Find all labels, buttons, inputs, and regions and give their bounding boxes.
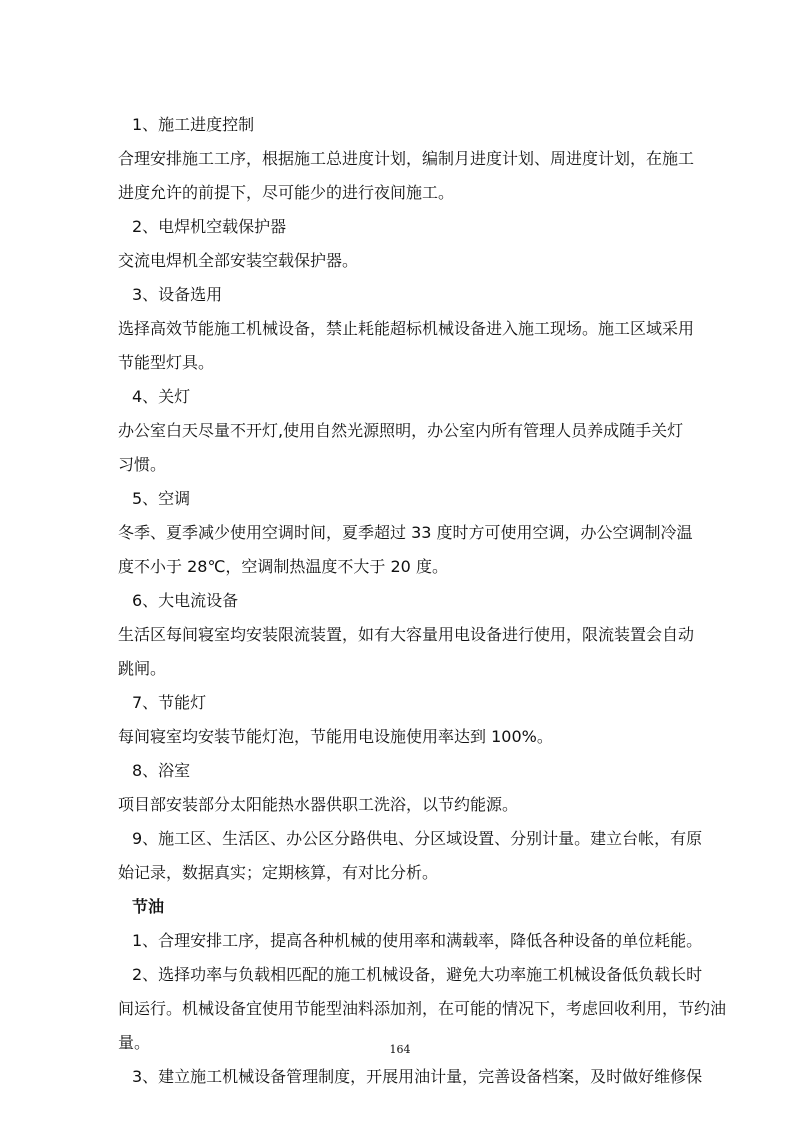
item-7-heading: 7、节能灯	[132, 693, 207, 712]
item-2-text: 交流电焊机全部安装空载保护器。	[118, 251, 359, 270]
document-body	[118, 108, 727, 1094]
fuel-item-2-line-3: 量。	[118, 1033, 151, 1052]
page-number: 164	[389, 1043, 411, 1056]
item-5-text-line-2: 度不小于 28℃，空调制热温度不大于 20 度。	[118, 557, 448, 576]
item-1-text-line-1: 合理安排施工工序，根据施工总进度计划，编制月进度计划、周进度计划，在施工	[118, 149, 695, 168]
item-8-heading: 8、浴室	[132, 761, 191, 780]
item-4-heading: 4、关灯	[132, 387, 191, 406]
section-heading-fuel-saving: 节油	[132, 897, 165, 916]
item-5-text-line-1: 冬季、夏季减少使用空调时间，夏季超过 33 度时方可使用空调，办公空调制冷温	[118, 523, 693, 542]
item-4-text-line-2: 习惯。	[118, 455, 167, 474]
item-9-text-line-2: 始记录，数据真实；定期核算，有对比分析。	[118, 863, 439, 882]
fuel-item-2-line-2: 间运行。机械设备宜使用节能型油料添加剂，在可能的情况下，考虑回收利用，节约油	[118, 999, 727, 1018]
item-8-text: 项目部安装部分太阳能热水器供职工洗浴，以节约能源。	[118, 795, 519, 814]
item-4-text-line-1: 办公室白天尽量不开灯,使用自然光源照明，办公室内所有管理人员养成随手关灯	[118, 421, 684, 440]
item-7-text: 每间寝室均安装节能灯泡，节能用电设施使用率达到 100%。	[118, 727, 553, 746]
item-6-heading: 6、大电流设备	[132, 591, 239, 610]
fuel-item-2-line-1: 2、选择功率与负载相匹配的施工机械设备，避免大功率施工机械设备低负载长时	[132, 965, 703, 984]
item-1-heading: 1、施工进度控制	[132, 115, 255, 134]
item-6-text-line-2: 跳闸。	[118, 659, 167, 678]
item-5-heading: 5、空调	[132, 489, 191, 508]
item-3-text-line-1: 选择高效节能施工机械设备，禁止耗能超标机械设备进入施工现场。施工区域采用	[118, 319, 695, 338]
item-2-heading: 2、电焊机空载保护器	[132, 217, 287, 236]
fuel-item-1: 1、合理安排工序，提高各种机械的使用率和满载率，降低各种设备的单位耗能。	[132, 931, 703, 950]
item-6-text-line-1: 生活区每间寝室均安装限流装置，如有大容量用电设备进行使用，限流装置会自动	[118, 625, 695, 644]
item-9-text-line-1: 9、施工区、生活区、办公区分路供电、分区域设置、分别计量。建立台帐，有原	[132, 829, 703, 848]
item-3-heading: 3、设备选用	[132, 285, 223, 304]
item-1-text-line-2: 进度允许的前提下，尽可能少的进行夜间施工。	[118, 183, 455, 202]
fuel-item-3-line-1: 3、建立施工机械设备管理制度，开展用油计量，完善设备档案，及时做好维修保	[132, 1067, 703, 1086]
item-3-text-line-2: 节能型灯具。	[118, 353, 215, 372]
